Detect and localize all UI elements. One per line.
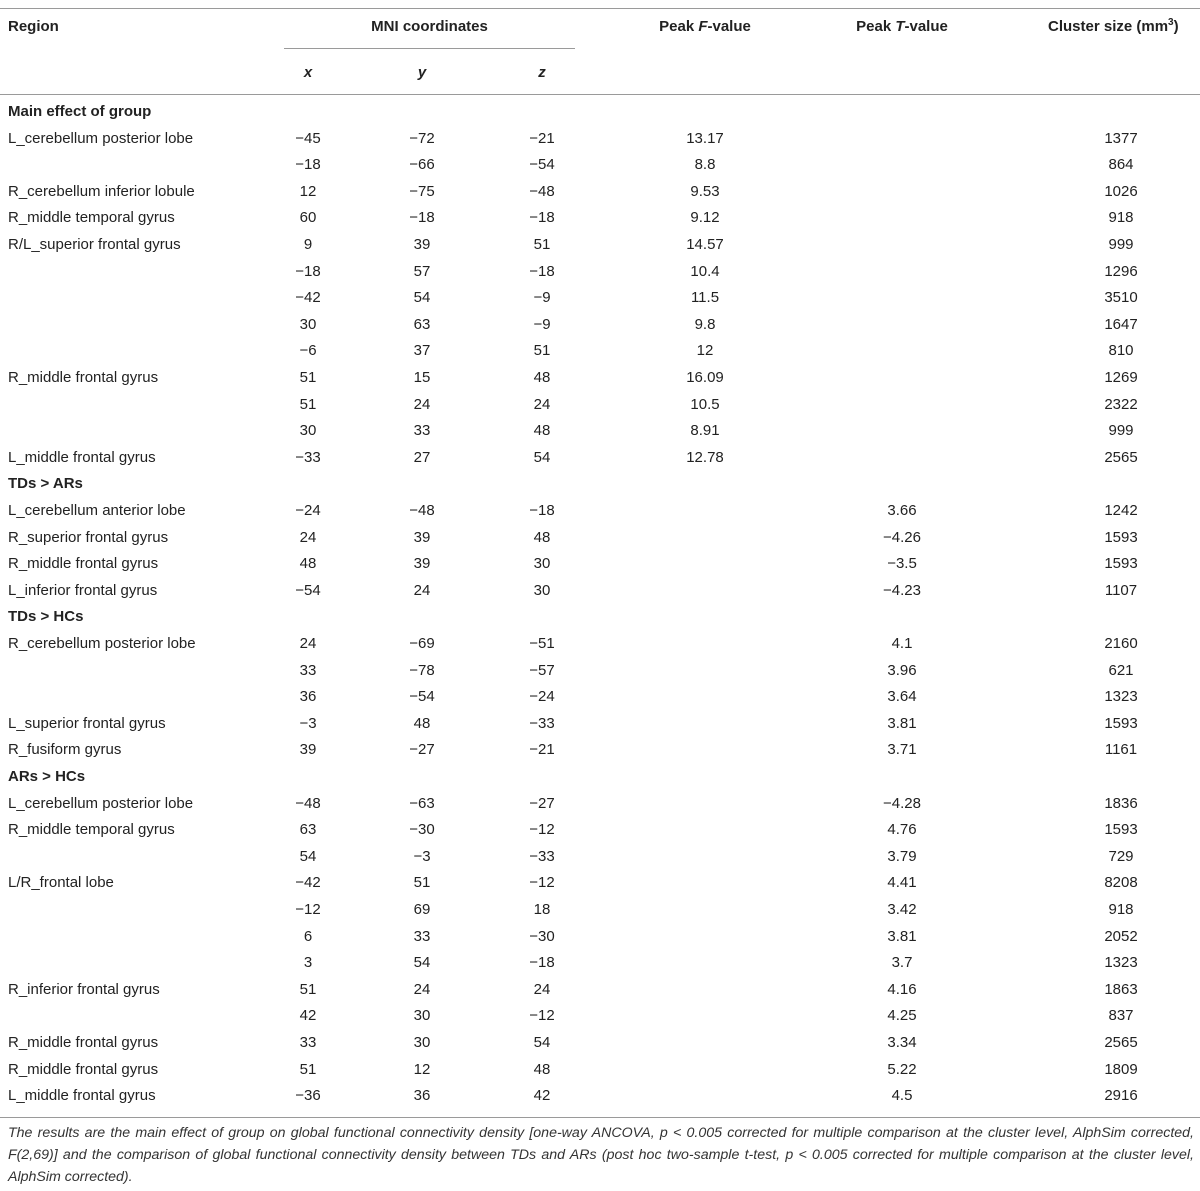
- row-y-value: 69: [413, 901, 431, 918]
- row-x-value: −42: [295, 874, 321, 892]
- row-f-value: 11.5: [690, 289, 720, 307]
- row-size-value: 1593: [1104, 555, 1138, 573]
- header-peak-f: Peak F-value: [659, 18, 751, 35]
- row-y-value: 24: [413, 980, 431, 998]
- row-region: R_fusiform gyrus: [8, 741, 122, 759]
- row-size-value: 1323: [1104, 954, 1138, 972]
- row-x-value: −6: [299, 342, 317, 360]
- row-t-value: 3.66: [887, 502, 917, 519]
- row-x-value: 3: [303, 954, 313, 972]
- row-x-value: −24: [295, 502, 321, 519]
- row-f-value: 13.17: [686, 129, 724, 147]
- row-x-value: 6: [303, 927, 313, 945]
- row-size-value: 918: [1108, 901, 1134, 918]
- row-f-value: 12.78: [686, 448, 724, 466]
- row-region: R_inferior frontal gyrus: [8, 980, 160, 998]
- header-peak-t: Peak T-value: [856, 18, 948, 35]
- header-bottom-rule: [0, 94, 1200, 95]
- row-size-value: 2565: [1104, 448, 1138, 466]
- row-z-value: −21: [529, 129, 555, 147]
- row-y-value: 54: [413, 289, 431, 307]
- row-x-value: 12: [299, 182, 317, 200]
- row-z-value: −18: [529, 209, 555, 227]
- row-size-value: 1647: [1104, 315, 1138, 333]
- row-y-value: −30: [409, 821, 435, 839]
- row-size-value: 2916: [1104, 1087, 1138, 1105]
- row-x-value: 51: [299, 395, 317, 413]
- row-size-value: 3510: [1104, 289, 1138, 307]
- row-f-value: 9.53: [690, 182, 720, 200]
- row-region: L_cerebellum posterior lobe: [8, 129, 194, 147]
- row-z-value: 18: [533, 901, 551, 918]
- row-size-value: 1269: [1104, 369, 1138, 386]
- row-y-value: 54: [413, 954, 431, 972]
- row-size-value: 2322: [1104, 395, 1138, 413]
- row-z-value: 54: [533, 1034, 551, 1051]
- row-region: R_superior frontal gyrus: [8, 528, 169, 546]
- row-t-value: 4.76: [887, 821, 917, 839]
- row-x-value: 54: [299, 847, 317, 865]
- row-t-value: 3.71: [887, 741, 917, 759]
- row-z-value: −27: [529, 794, 555, 812]
- header-region: Region: [8, 18, 59, 35]
- row-z-value: −18: [529, 954, 555, 972]
- row-x-value: −42: [295, 289, 321, 307]
- row-size-value: 1377: [1104, 129, 1138, 147]
- row-y-value: 30: [413, 1007, 431, 1025]
- row-z-value: 51: [533, 236, 551, 253]
- row-f-value: 10.5: [690, 395, 720, 413]
- row-x-value: −45: [295, 129, 321, 147]
- row-t-value: 5.22: [887, 1060, 917, 1078]
- row-size-value: 1296: [1104, 262, 1138, 280]
- row-x-value: 48: [299, 555, 317, 573]
- row-size-value: 1863: [1104, 980, 1138, 998]
- row-t-value: 3.64: [887, 688, 917, 706]
- row-y-value: 30: [413, 1034, 431, 1051]
- row-y-value: −27: [409, 741, 435, 759]
- row-region: R/L_superior frontal gyrus: [8, 236, 181, 253]
- row-y-value: −66: [409, 156, 435, 174]
- row-region: R_cerebellum posterior lobe: [8, 635, 196, 652]
- row-x-value: 42: [299, 1007, 317, 1025]
- row-x-value: 51: [299, 980, 317, 998]
- table-footnote: The results are the main effect of group on global functional connectivity density [one-way ANCOVA, p < 0.005 corrected for multiple comparison at the cluster level, AlphSim corrected, F(2,69)] and the comparison of global functional connectivity density between TDs and ARs (post hoc two-sample t-test, p < 0.005 corrected for multiple comparison at the cluster level, AlphSim corrected).: [8, 1125, 1194, 1185]
- row-f-value: 12: [696, 342, 714, 360]
- row-t-value: 3.79: [887, 847, 917, 865]
- row-t-value: 3.34: [887, 1034, 917, 1051]
- row-x-value: −3: [299, 714, 317, 732]
- row-z-value: 51: [533, 342, 551, 360]
- row-y-value: 39: [413, 528, 431, 546]
- group-heading: Main effect of group: [8, 103, 152, 120]
- row-y-value: 39: [413, 555, 431, 573]
- row-x-value: −48: [295, 794, 321, 812]
- row-z-value: −33: [529, 714, 555, 732]
- row-z-value: −54: [529, 156, 555, 174]
- row-f-value: 14.57: [686, 236, 724, 253]
- row-x-value: 33: [299, 661, 317, 679]
- row-t-value: −4.28: [883, 794, 921, 812]
- row-t-value: 3.7: [891, 954, 913, 972]
- row-z-value: 24: [533, 980, 551, 998]
- row-t-value: 4.16: [887, 980, 917, 998]
- row-z-value: −48: [529, 182, 555, 200]
- row-size-value: 999: [1108, 236, 1134, 253]
- row-z-value: −9: [533, 315, 551, 333]
- row-t-value: −4.23: [883, 581, 921, 599]
- row-z-value: 30: [533, 555, 551, 573]
- row-size-value: 999: [1108, 422, 1134, 440]
- row-z-value: 48: [533, 422, 551, 440]
- row-y-value: −69: [409, 635, 435, 652]
- row-y-value: 24: [413, 581, 431, 599]
- row-size-value: 1593: [1104, 821, 1138, 839]
- row-y-value: −18: [409, 209, 435, 227]
- header-x: x: [303, 64, 313, 81]
- row-y-value: 63: [413, 315, 431, 333]
- row-size-value: 1107: [1104, 581, 1138, 599]
- row-z-value: −21: [529, 741, 555, 759]
- row-t-value: 4.5: [891, 1087, 913, 1105]
- row-x-value: −12: [295, 901, 321, 918]
- row-z-value: −18: [529, 502, 555, 519]
- row-z-value: −24: [529, 688, 555, 706]
- row-z-value: −57: [529, 661, 555, 679]
- row-y-value: 12: [413, 1060, 431, 1078]
- row-region: R_cerebellum inferior lobule: [8, 182, 195, 200]
- row-size-value: 621: [1108, 661, 1134, 679]
- row-t-value: 3.42: [887, 901, 917, 918]
- top-rule: [0, 8, 1200, 9]
- row-y-value: 27: [413, 448, 431, 466]
- row-region: L/R_frontal lobe: [8, 874, 114, 892]
- row-y-value: −48: [409, 502, 435, 519]
- row-f-value: 10.4: [690, 262, 720, 280]
- row-x-value: −33: [295, 448, 321, 466]
- row-x-value: 39: [299, 741, 317, 759]
- row-region: R_middle temporal gyrus: [8, 209, 175, 227]
- row-t-value: 3.96: [887, 661, 917, 679]
- row-z-value: 54: [533, 448, 551, 466]
- row-size-value: 918: [1108, 209, 1134, 227]
- row-t-value: 4.25: [887, 1007, 917, 1025]
- row-y-value: 24: [413, 395, 431, 413]
- row-x-value: 30: [299, 315, 317, 333]
- row-f-value: 16.09: [686, 369, 724, 386]
- row-region: L_inferior frontal gyrus: [8, 581, 158, 599]
- row-z-value: −9: [533, 289, 551, 307]
- row-y-value: 48: [413, 714, 431, 732]
- row-size-value: 864: [1108, 156, 1134, 174]
- row-x-value: 51: [299, 1060, 317, 1078]
- row-size-value: 1323: [1104, 688, 1138, 706]
- row-z-value: −18: [529, 262, 555, 280]
- row-region: L_middle frontal gyrus: [8, 1087, 156, 1105]
- row-f-value: 9.12: [690, 209, 720, 227]
- row-x-value: 9: [303, 236, 313, 253]
- row-y-value: 57: [413, 262, 431, 280]
- row-y-value: 39: [413, 236, 431, 253]
- group-heading: TDs > ARs: [8, 475, 83, 493]
- row-z-value: 48: [533, 1060, 551, 1078]
- row-z-value: 42: [533, 1087, 551, 1105]
- row-size-value: 1836: [1104, 794, 1138, 812]
- header-z: z: [538, 64, 546, 81]
- header-mni-coordinates: MNI coordinates: [371, 18, 488, 35]
- row-x-value: 63: [299, 821, 317, 839]
- row-y-value: −75: [409, 182, 435, 200]
- row-t-value: 4.41: [887, 874, 917, 892]
- row-t-value: −4.26: [883, 528, 921, 546]
- mni-rule: [284, 48, 575, 49]
- row-size-value: 1593: [1104, 714, 1138, 732]
- row-x-value: 30: [299, 422, 317, 440]
- header-y: y: [417, 64, 427, 81]
- row-y-value: 37: [413, 342, 431, 360]
- row-z-value: −51: [529, 635, 555, 652]
- row-f-value: 8.91: [690, 422, 720, 440]
- row-z-value: 30: [533, 581, 551, 599]
- row-t-value: −3.5: [887, 555, 917, 573]
- row-y-value: 33: [413, 927, 431, 945]
- row-size-value: 810: [1108, 342, 1134, 360]
- row-t-value: 4.1: [891, 635, 913, 652]
- row-y-value: 36: [413, 1087, 431, 1105]
- row-size-value: 2052: [1104, 927, 1138, 945]
- group-heading: TDs > HCs: [8, 608, 84, 626]
- row-x-value: 33: [299, 1034, 317, 1051]
- row-region: L_cerebellum anterior lobe: [8, 502, 186, 519]
- header-cluster-size: Cluster size $(mm^3)$: [1048, 17, 1179, 35]
- row-region: L_cerebellum posterior lobe: [8, 794, 194, 812]
- row-x-value: 60: [299, 209, 317, 227]
- row-x-value: −54: [295, 581, 321, 599]
- row-z-value: −12: [529, 874, 555, 892]
- row-region: R_middle temporal gyrus: [8, 821, 175, 839]
- row-size-value: 1809: [1104, 1060, 1138, 1078]
- row-z-value: −30: [529, 927, 555, 945]
- row-f-value: 9.8: [694, 315, 716, 333]
- row-region: R_middle frontal gyrus: [8, 369, 159, 386]
- row-z-value: −12: [529, 821, 555, 839]
- row-y-value: −78: [409, 661, 435, 679]
- row-x-value: 51: [299, 369, 317, 386]
- row-size-value: 8208: [1104, 874, 1138, 892]
- row-x-value: −18: [295, 156, 321, 174]
- row-y-value: −72: [409, 129, 435, 147]
- group-heading: ARs > HCs: [8, 768, 86, 785]
- row-t-value: 3.81: [887, 714, 917, 732]
- row-z-value: −12: [529, 1007, 555, 1025]
- row-y-value: −63: [409, 794, 435, 812]
- row-t-value: 3.81: [887, 927, 917, 945]
- row-size-value: 1242: [1104, 502, 1138, 519]
- row-region: L_superior frontal gyrus: [8, 714, 166, 732]
- row-region: L_middle frontal gyrus: [8, 448, 156, 466]
- row-x-value: −36: [295, 1087, 321, 1105]
- row-y-value: −3: [413, 847, 431, 865]
- row-y-value: 33: [413, 422, 431, 440]
- row-size-value: 837: [1108, 1007, 1134, 1025]
- row-size-value: 2160: [1104, 635, 1138, 652]
- row-x-value: 24: [299, 528, 317, 546]
- row-z-value: 24: [533, 395, 551, 413]
- row-y-value: −54: [409, 688, 435, 706]
- row-y-value: 51: [413, 874, 431, 892]
- row-z-value: 48: [533, 369, 551, 386]
- row-z-value: 48: [533, 528, 551, 546]
- row-region: R_middle frontal gyrus: [8, 555, 159, 573]
- row-size-value: 2565: [1104, 1034, 1138, 1051]
- row-x-value: −18: [295, 262, 321, 280]
- row-x-value: 24: [299, 635, 317, 652]
- row-region: R_middle frontal gyrus: [8, 1060, 159, 1078]
- row-size-value: 1593: [1104, 528, 1138, 546]
- row-size-value: 1026: [1104, 182, 1138, 200]
- row-y-value: 15: [413, 369, 431, 386]
- bottom-rule: [0, 1117, 1200, 1118]
- row-z-value: −33: [529, 847, 555, 865]
- row-region: R_middle frontal gyrus: [8, 1034, 159, 1051]
- row-size-value: 729: [1108, 847, 1134, 865]
- row-f-value: 8.8: [694, 156, 716, 174]
- row-size-value: 1161: [1104, 741, 1138, 759]
- row-x-value: 36: [299, 688, 317, 706]
